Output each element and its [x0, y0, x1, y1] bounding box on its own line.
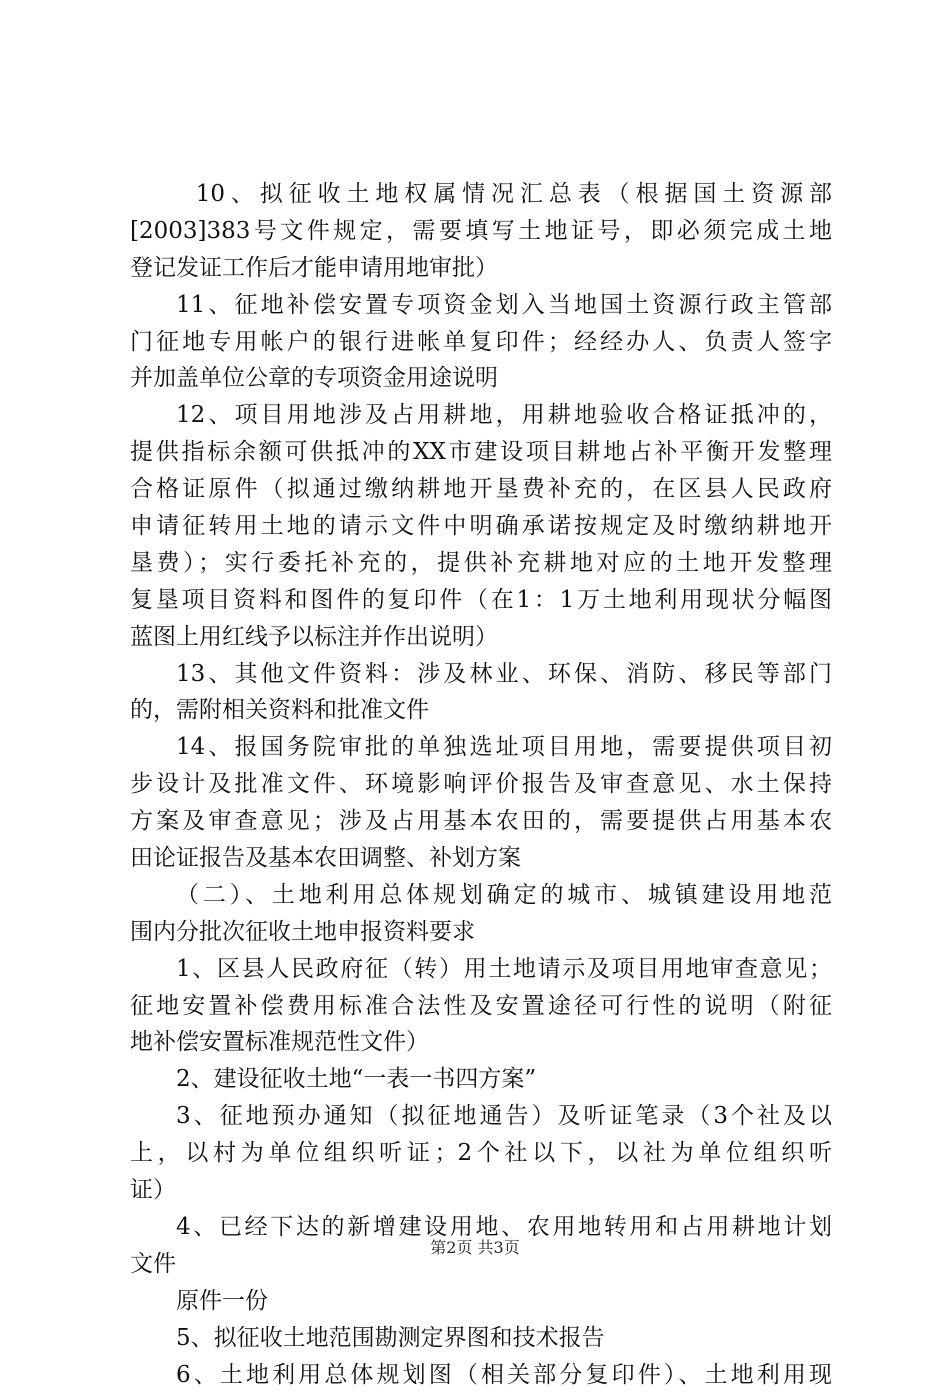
text-line: 3、征地预办通知（拟征地通告）及听证笔录（3个社及以 — [130, 1098, 832, 1135]
text-line: 原件一份 — [130, 1283, 832, 1320]
text-line: （二）、土地利用总体规划确定的城市、城镇建设用地范 — [130, 877, 832, 914]
text-line: 步设计及批准文件、环境影响评价报告及审查意见、水土保持 — [130, 766, 832, 803]
text-line: 11、征地补偿安置专项资金划入当地国土资源行政主管部 — [130, 287, 832, 324]
text-line: 13、其他文件资料：涉及林业、环保、消防、移民等部门 — [130, 656, 832, 693]
text-line: 2、建设征收土地“一表一书四方案” — [130, 1061, 832, 1098]
document-body — [130, 176, 832, 1393]
text-line: 10、拟征收土地权属情况汇总表（根据国土资源部 — [130, 176, 832, 213]
text-line: 申请征转用土地的请示文件中明确承诺按规定及时缴纳耕地开 — [130, 508, 832, 545]
text-line: 提供指标余额可供抵冲的XX市建设项目耕地占补平衡开发整理 — [130, 434, 832, 471]
text-line: 4、已经下达的新增建设用地、农用地转用和占用耕地计划 — [130, 1209, 832, 1246]
text-line: 的，需附相关资料和批准文件 — [130, 692, 832, 729]
text-line: 上，以村为单位组织听证；2个社以下，以社为单位组织听 — [130, 1135, 832, 1172]
text-line: 文件 — [130, 1246, 832, 1283]
text-line: 6、土地利用总体规划图（相关部分复印件）、土地利用现 — [130, 1357, 832, 1393]
text-line: 合格证原件（拟通过缴纳耕地开垦费补充的，在区县人民政府 — [130, 471, 832, 508]
page-footer: 第2页 共3页 — [0, 1238, 950, 1258]
text-line: 登记发证工作后才能申请用地审批） — [130, 250, 832, 287]
text-line: 12、项目用地涉及占用耕地，用耕地验收合格证抵冲的， — [130, 397, 832, 434]
text-line: 并加盖单位公章的专项资金用途说明 — [130, 360, 832, 397]
text-line: [2003]383号文件规定，需要填写土地证号，即必须完成土地 — [130, 213, 832, 250]
text-line: 围内分批次征收土地申报资料要求 — [130, 914, 832, 951]
text-line: 地补偿安置标准规范性文件） — [130, 1024, 832, 1061]
text-line: 1、区县人民政府征（转）用土地请示及项目用地审查意见； — [130, 951, 832, 988]
text-line: 证） — [130, 1172, 832, 1209]
text-line: 复垦项目资料和图件的复印件（在1：1万土地利用现状分幅图 — [130, 582, 832, 619]
text-line: 5、拟征收土地范围勘测定界图和技术报告 — [130, 1320, 832, 1357]
text-line: 征地安置补偿费用标准合法性及安置途径可行性的说明（附征 — [130, 988, 832, 1025]
text-line: 14、报国务院审批的单独选址项目用地，需要提供项目初 — [130, 729, 832, 766]
text-line: 方案及审查意见；涉及占用基本农田的，需要提供占用基本农 — [130, 803, 832, 840]
text-line: 田论证报告及基本农田调整、补划方案 — [130, 840, 832, 877]
text-line: 门征地专用帐户的银行进帐单复印件；经经办人、负责人签字 — [130, 324, 832, 361]
text-line: 蓝图上用红线予以标注并作出说明） — [130, 619, 832, 656]
text-line: 垦费）；实行委托补充的，提供补充耕地对应的土地开发整理 — [130, 545, 832, 582]
